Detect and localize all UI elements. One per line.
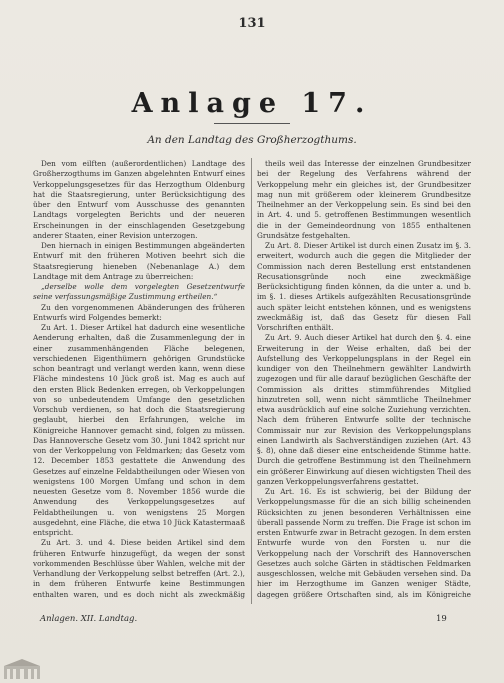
page-subtitle: An den Landtag des Großherzogthums. bbox=[147, 134, 357, 146]
paragraph: Zu Art. 8. Dieser Artikel ist durch einen Zusatz im §. 3. erweitert, wodurch auch die gegen die Mitglieder der Commission nach deren Bestellung erst entstandenen Recusationsgründe noch eine zweckmäßige Berücksichtigung finden können, da die unter a. und b. im §. 1. dieses Artikels aufgezählten Recusationsgründe auch später leicht entstehen können, und es wenigstens zweckmäßig ist, daß das Gesetz für diesen Fall Vorschriften enthält. bbox=[257, 241, 471, 332]
page-number: 131 bbox=[238, 16, 266, 31]
paragraph: Zu Art. 3. und 4. Diese beiden Artikel sind dem früheren Entwurfe hinzugefügt, da wegen der sonst vorkommenden Beschlüsse über Wahlen, welche mit der Verhandlung der Verkoppelung selbst betreffen (Art. 2.), in dem früheren Entwurfe keine Bestimmungen enthalten waren, und es doch nicht als zweckmäßig bbox=[33, 538, 245, 599]
paragraph: Zu Art. 9. Auch dieser Artikel hat durch den §. 4. eine Erweiterung in der Weise erhalten, daß bei der Aufstellung des Verkoppelungsplans in der Regel ein kundiger von den Theilnehmern gewählter Landwirth zugezogen und für alle darauf bezüglichen Geschäfte der Commission als drittes stimmführendes Mitglied hinzutreten soll, wenn nicht sämmtliche Theilnehmer etwa ausdrücklich auf eine solche Zuziehung verzichten. Nach dem früheren Entwurfe sollte der technische Commissair nur zur Revision des Verkoppelungsplans einen Landwirth als Sachverständigen zuziehen (Art. 43 §. 8), ohne daß dieser eine entscheidende Stimme hatte. Durch die getroffene Bestimmung ist den Theilnehmern ein größerer Einwirkung auf diesen wichtigsten Theil des ganzen Verkoppelungsverfahrens gestattet. bbox=[257, 333, 471, 486]
paragraph: theils weil das Interesse der einzelnen Grundbesitzer bei der Regelung des Verfahrens während der Verkoppelung mehr ein gleiches ist, der Grundbesitzer mag nun mit größerem oder kleinerem Grundbesitze Theilnehmer an der Verkoppelung sein. Es sind bei den in Art. 4. und 5. getroffenen Bestimmungen wesentlich die in der Gemeindeordnung von 1855 enthaltenen Grundsätze festgehalten. bbox=[257, 159, 471, 240]
paragraph: Den vom eilften (außerordentlichen) Landtage des Großherzogthums im Ganzen abgelehnten Entwurf eines Verkoppelungsgesetzes für das Herzogthum Oldenburg hat die Staatsregierung, unter Berücksichtigung des über den Entwurf vom Ausschusse des genannten Landtags vorgelegten Berichts und der neueren Erscheinungen in der einschlagenden Gesetzgebung anderer Staaten, einer Revision unterzogen. bbox=[33, 159, 245, 240]
quoted-motion: „derselbe wolle dem vorgelegten Gesetzentwurfe seine verfassungsmäßige Zustimmung ertheilen.“ bbox=[33, 282, 245, 302]
paragraph: Zu Art. 16. Es ist schwierig, bei der Bildung der Verkoppelungsmasse für die an sich billig scheinenden Rücksichten zu jenen besonderen Verhältnissen eine überall passende Norm zu treffen. Die Frage ist schon im ersten Entwurfe zwar in Betracht gezogen. In dem ersten Entwurfe wurde von den Forsten u. nur die Verkoppelung nach der Vorschrift des Hannoverschen Gesetzes auch solche Gärten in städtischen Feldmarken ausgeschlossen, welche mit Gebäuden versehen sind. Da hier im Herzogthume im Ganzen weniger Städte, dagegen größere Ortschaften sind, als im Königreiche bbox=[257, 487, 471, 599]
paragraph: Zu Art. 1. Dieser Artikel hat dadurch eine wesentliche Aenderung erhalten, daß die Zusammenlegung der in einer zusammenhängenden Fläche belegenen, verschiedenen Eigenthümern gehörigen Grundstücke schon beantragt und verlangt werden kann, wenn diese Fläche mindestens 10 Jück groß ist. Mag es auch auf den ersten Blick Bedenken erregen, ob Verkoppelungen von so unbedeutendem Umfange den gesetzlichen Vorschub verdienen, so hat doch die Staatsregierung geglaubt, hierbei den Erfahrungen, welche im Königreiche Hannover gemacht sind, folgen zu müssen. Das Hannoversche Gesetz vom 30. Juni 1842 spricht nur von der Verkoppelung von Feldmarken; das Gesetz vom 12. December 1853 gestattete die Anwendung des Gesetzes auf einzelne Feldabtheilungen oder Wiesen von wenigstens 100 Morgen Umfang und schon in dem neuesten Gesetze vom 8. November 1856 wurde die Anwendung des Verkoppelungsgesetzes auf Feldabtheilungen u. von wenigstens 25 Morgen ausgedehnt, eine Fläche, die etwa 10 Jück Katastermaaß entspricht. bbox=[33, 323, 245, 537]
page-title: Anlage 17. bbox=[131, 88, 373, 119]
paragraph: Den hiernach in einigen Bestimmungen abgeänderten Entwurf mit den früheren Motiven beehrt sich die Staatsregierung hieneben (Nebenanlage A.) dem Landtage mit dem Antrage zu überreichen: bbox=[33, 241, 245, 281]
right-column bbox=[257, 159, 471, 599]
left-column bbox=[33, 159, 245, 599]
library-building-logo-icon bbox=[3, 658, 41, 680]
title-divider bbox=[214, 123, 290, 124]
paragraph: Zu den vorgenommenen Abänderungen des früheren Entwurfs wird Folgendes bemerkt: bbox=[33, 302, 245, 322]
column-divider bbox=[251, 158, 252, 604]
footer-publication: Anlagen. XII. Landtag. bbox=[40, 614, 138, 624]
footer-sheet-number: 19 bbox=[436, 614, 447, 624]
